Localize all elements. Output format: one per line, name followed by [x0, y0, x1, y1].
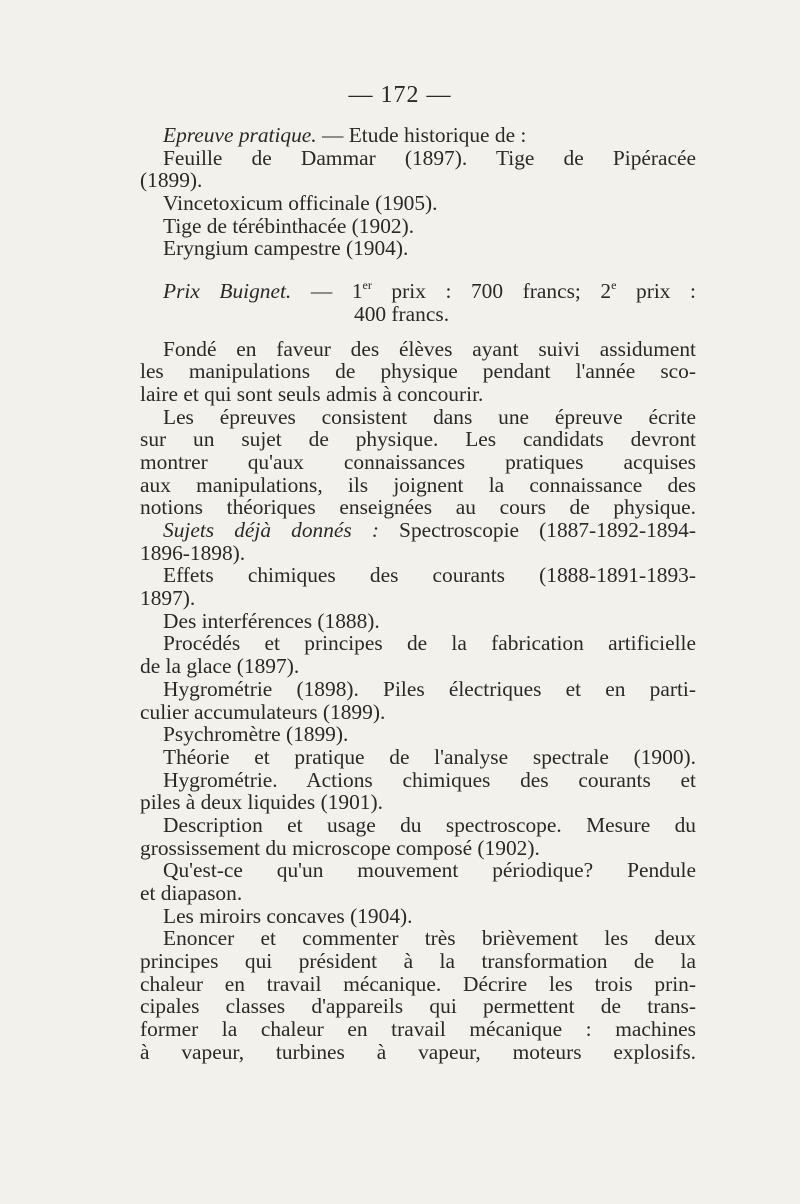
text-segment: de la glace (1897). — [140, 654, 300, 679]
text-line — [140, 746, 696, 769]
text-segment: Description et usage du spectroscope. Mesure du — [163, 812, 696, 837]
text-segment: 1896-1898). — [140, 540, 246, 565]
italic-heading: Epreuve pratique. — [163, 123, 317, 147]
text-line — [140, 814, 696, 837]
text-line — [140, 837, 696, 860]
text-segment: cipales classes d'appareils qui permettent de trans- — [140, 994, 696, 1019]
text-line — [140, 1041, 696, 1064]
text-line — [140, 147, 696, 170]
text-line — [140, 280, 696, 303]
text-segment: principes qui président à la transformation de la — [140, 949, 696, 974]
text-line — [140, 237, 696, 260]
text-line — [140, 927, 696, 950]
text-line — [140, 383, 696, 406]
text-line — [140, 564, 696, 587]
text-line — [140, 791, 696, 814]
text-segment: culier accumulateurs (1899). — [140, 699, 386, 724]
text-segment: notions théoriques enseignées au cours de physique. — [140, 495, 696, 520]
text-segment: Les miroirs concaves (1904). — [163, 903, 413, 928]
text-line — [140, 723, 696, 746]
text-line — [140, 519, 696, 542]
text-segment: Eryngium campestre (1904). — [163, 236, 409, 261]
text-line — [140, 124, 696, 147]
text-line — [140, 973, 696, 996]
text-segment: à vapeur, turbines à vapeur, moteurs explosifs. — [140, 1039, 696, 1064]
text-line — [140, 428, 696, 451]
text-line — [140, 303, 696, 326]
superscript: e — [611, 278, 617, 292]
text-segment: 1897). — [140, 586, 196, 611]
text-line — [140, 360, 696, 383]
text-segment: Hygrométrie. Actions chimiques des courants et — [163, 767, 696, 792]
superscript: er — [362, 278, 372, 292]
text-line — [140, 882, 696, 905]
text-segment: Hygrométrie (1898). Piles électriques et en parti- — [163, 676, 696, 701]
text-segment: Feuille de Dammar (1897). Tige de Pipéracée — [163, 145, 696, 170]
text-segment: Tige de térébinthacée (1902). — [163, 213, 415, 238]
text-segment: Psychromètre (1899). — [163, 722, 349, 747]
text-line — [140, 215, 696, 238]
text-segment: Procédés et principes de la fabrication artificielle — [163, 631, 696, 656]
text-line — [140, 678, 696, 701]
text-line — [140, 338, 696, 361]
text-line — [140, 192, 696, 215]
text-line — [140, 701, 696, 724]
text-line — [140, 859, 696, 882]
text-line — [140, 587, 696, 610]
text-segment: Spectroscopie (1887-1892-1894- — [378, 518, 696, 542]
text-line — [140, 451, 696, 474]
text-line — [140, 542, 696, 565]
text-line — [140, 496, 696, 519]
italic-heading: Prix Buignet. — [163, 279, 292, 304]
text-line — [140, 950, 696, 973]
text-segment: Théorie et pratique de l'analyse spectrale (1900). — [163, 744, 696, 769]
text-segment: aux manipulations, ils joignent la connaissance des — [140, 472, 696, 497]
text-segment: 400 francs. — [354, 301, 450, 326]
text-line — [140, 169, 696, 192]
text-segment: Vincetoxicum officinale (1905). — [163, 191, 438, 216]
page-number: — 172 — — [348, 82, 452, 108]
text-segment: Des interférences (1888). — [163, 608, 380, 633]
text-segment: Fondé en faveur des élèves ayant suivi assidument — [163, 336, 696, 361]
page-body-text — [140, 124, 696, 1064]
text-segment: Les épreuves consistent dans une épreuve écrite — [163, 404, 696, 429]
text-segment: sur un sujet de physique. Les candidats devront — [140, 427, 696, 452]
text-line — [140, 474, 696, 497]
text-segment: piles à deux liquides (1901). — [140, 790, 383, 815]
text-segment: Qu'est-ce qu'un mouvement périodique? Pendule — [163, 858, 696, 883]
text-segment: — Etude historique de : — [316, 123, 527, 147]
text-segment: prix : 700 francs; 2 — [371, 279, 612, 304]
text-line — [140, 769, 696, 792]
text-segment: laire et qui sont seuls admis à concourir. — [140, 381, 484, 406]
italic-heading: Sujets déjà donnés : — [163, 518, 379, 542]
text-line — [140, 610, 696, 633]
text-line — [140, 995, 696, 1018]
text-segment: — 1 — [291, 279, 363, 304]
text-segment: grossissement du microscope composé (1902). — [140, 835, 540, 860]
text-segment: et diapason. — [140, 881, 243, 905]
text-segment: Enoncer et commenter très brièvement les deux — [163, 926, 696, 951]
text-line — [140, 905, 696, 928]
text-line — [140, 632, 696, 655]
text-segment: former la chaleur en travail mécanique : machines — [140, 1017, 696, 1042]
text-segment: montrer qu'aux connaissances pratiques acquises — [140, 449, 696, 474]
text-segment: (1899). — [140, 168, 203, 193]
text-line — [140, 655, 696, 678]
text-line — [140, 1018, 696, 1041]
text-segment: Effets chimiques des courants (1888-1891-1893- — [163, 563, 696, 588]
text-line — [140, 406, 696, 429]
text-segment: prix : — [616, 279, 696, 304]
text-segment: chaleur en travail mécanique. Décrire les trois prin- — [140, 971, 696, 996]
text-segment: les manipulations de physique pendant l'année sco- — [140, 359, 696, 384]
